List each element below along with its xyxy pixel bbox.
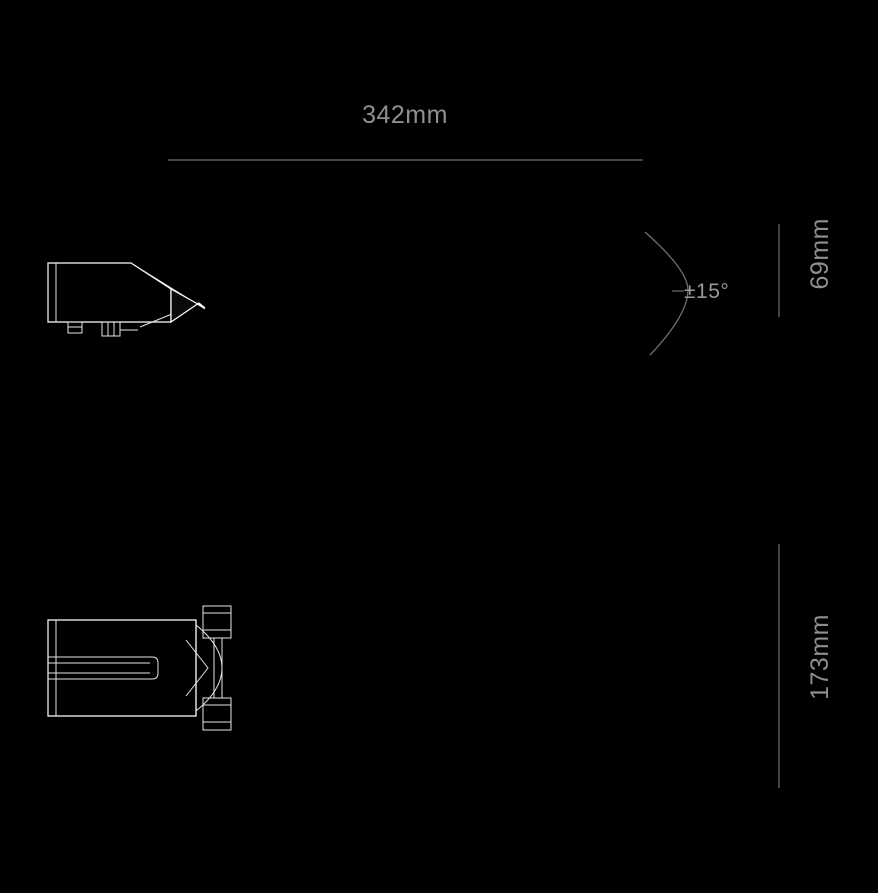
side-elevation-view bbox=[48, 232, 688, 355]
tilt-angle-label: ±15° bbox=[684, 280, 730, 303]
width-dimension-label: 342mm bbox=[362, 101, 448, 129]
top-plan-view bbox=[48, 606, 231, 730]
top-view-height-dimension-label: 69mm bbox=[806, 218, 834, 290]
bottom-view-height-dimension-label: 173mm bbox=[806, 614, 834, 700]
